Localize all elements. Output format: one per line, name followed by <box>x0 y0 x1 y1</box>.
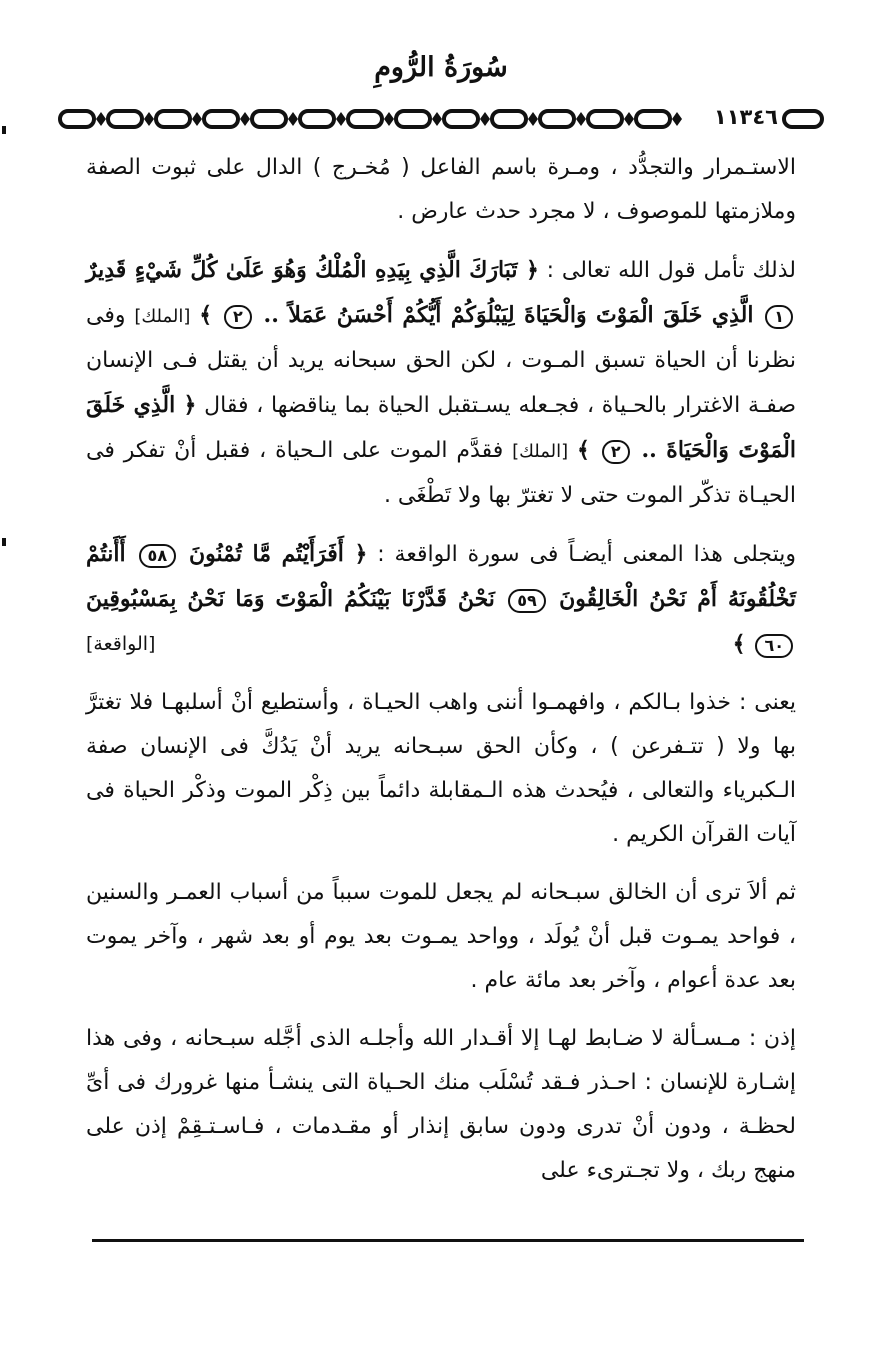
ayah-number-marker: ٢ <box>602 440 630 464</box>
quran-verse: ﴿ أَفَرَأَيْتُم مَّا تُمْنُونَ <box>188 541 368 567</box>
ayah-number-marker: ٥٨ <box>139 544 177 568</box>
ayah-number-marker: ٢ <box>224 305 252 329</box>
quran-verse: نَحْنُ قَدَّرْنَا بَيْنَكُمُ الْمَوْتَ وَمَا نَحْنُ بِمَسْبُوقِينَ <box>86 586 495 612</box>
scan-margin-mark <box>2 538 6 546</box>
ornamental-header-band <box>58 102 826 136</box>
quran-close-bracket: ﴾ <box>577 437 590 463</box>
surah-reference: [الملك] <box>134 306 191 327</box>
quran-verse: ﴿ تَبَارَكَ الَّذِي بِيَدِهِ الْمُلْكُ وَهُوَ عَلَىٰ كُلِّ شَيْءٍ قَدِيرٌ <box>86 257 539 283</box>
surah-title: سُورَةُ الرُّومِ <box>374 52 508 83</box>
quran-verse: ﴿ الَّذِي خَلَقَ الْمَوْتَ وَالْحَيَاةَ .. <box>86 392 796 463</box>
paragraph-2 <box>86 248 796 518</box>
quran-verse: الَّذِي خَلَقَ الْمَوْتَ وَالْحَيَاةَ لِيَبْلُوَكُمْ أَيُّكُمْ أَحْسَنُ عَمَلاً .. <box>263 302 754 328</box>
quran-close-bracket: ﴾ <box>199 302 213 328</box>
ayah-number-marker: ١ <box>765 305 793 329</box>
quran-verse: أَأَنتُمْ تَخْلُقُونَهُ أَمْ نَحْنُ الْخَالِقُونَ <box>86 541 797 612</box>
paragraph-5: ثم ألاَ ترى أن الخالق سبـحانه لم يجعل للموت سبباً من أسباب العمـر والسنين ، فواحد يمـوت قبل أنْ يُولَد ، وواحد يمـوت بعد يوم أو بعد شهر ، وآخر يموت بعد عدة أعوام ، وآخر بعد مائة عام . <box>86 880 796 993</box>
surah-reference: [الملك] <box>512 441 569 462</box>
paragraph-3 <box>86 532 796 667</box>
ayah-number-marker: ٦٠ <box>755 634 793 658</box>
paragraph-2-text: وفى نظرنا أن الحياة تسبق المـوت ، لكن الحق سبحانه يريد أن يقتل فـى الإنسان صفـة الاغترار بالحـياة ، فجـعله يسـتقبل الحياة بما يناقضها ، فقال <box>86 303 796 418</box>
paragraph-6: إذن : مـسـألة لا ضـابط لهـا إلا أقـدار الله وأجلـه الذى أجَّله سبـحانه ، وفى هذا إشـارة للإنسان : احـذر فـقد تُسْلَب منك الحـياة التى ينشـأ منها غرورك فى أىِّ لحظـة ، ودون أنْ تدرى ودون سابق إنذار أو مقـدمات ، فـاسـتـقِمْ إذن على منهج ربك ، ولا تجـترىء على <box>86 1026 796 1183</box>
paragraph-4: يعنى : خذوا بـالكم ، وافهمـوا أننى واهب الحيـاة ، وأستطيع أنْ أسلبهـا فلا تغترَّ بها ولا ( تتـفرعن ) ، وكأن الحق سبـحانه يريد أنْ يَدُكَّ فى الإنسان صفة الـكبرياء والتعالى ، فيُحدث هذه الـمقابلة دائماً بين ذِكْر الموت وذكْر الحياة فى آيات القرآن الكريم . <box>86 690 796 847</box>
paragraph-2-text-continued: فقدَّم الموت على الـحياة ، فقبل أنْ تفكر فى الحيـاة تذكّر الموت حتى لا تغترّ بها ولا تَطْغَى . <box>86 438 796 508</box>
paragraph-3-intro: ويتجلى هذا المعنى أيضـاً فى سورة الواقعة : <box>377 542 797 567</box>
paragraph-2-intro: لذلك تأمل قول الله تعالى : <box>546 258 796 283</box>
ayah-number-marker: ٥٩ <box>508 589 546 613</box>
main-text <box>86 146 796 1207</box>
page-number: ١١٣٤٦ <box>710 105 782 129</box>
paragraph-1: الاستـمرار والتجدُّد ، ومـرة باسم الفاعل ( مُخـرج ) الدال على ثبوت الصفة وملازمتها للموصوف ، لا مجرد حدث عارض . <box>86 155 796 224</box>
scan-margin-mark <box>2 126 6 134</box>
quran-close-bracket: ﴾ <box>732 631 746 657</box>
footer-divider <box>92 1239 804 1242</box>
surah-reference: [الواقعة] <box>86 633 156 655</box>
